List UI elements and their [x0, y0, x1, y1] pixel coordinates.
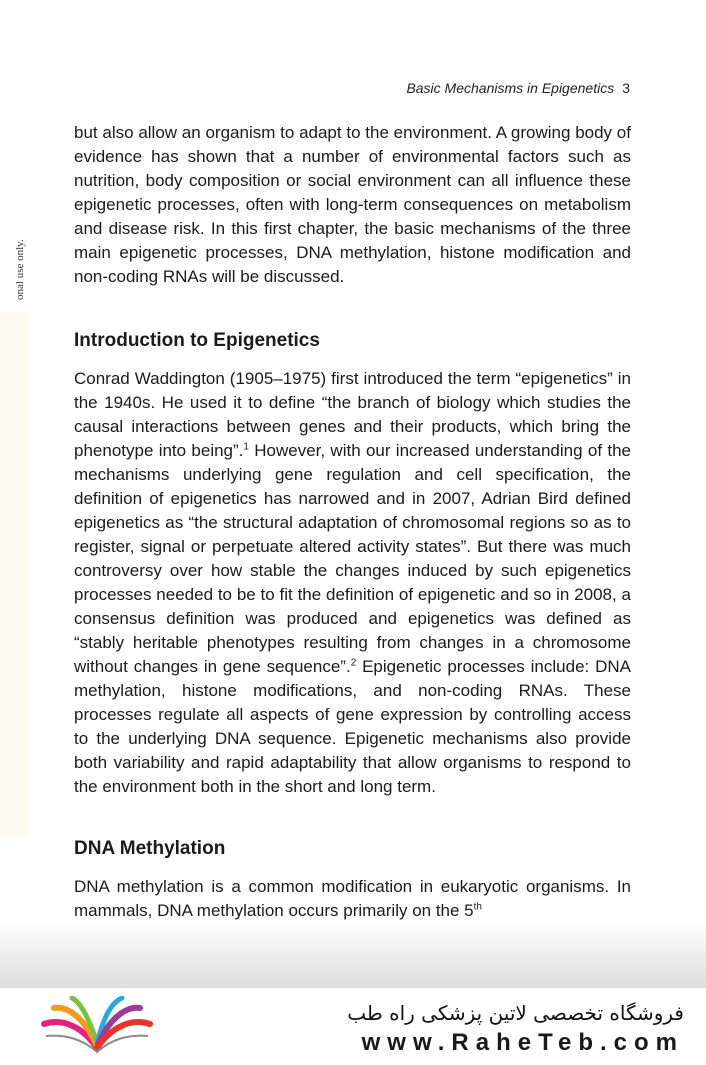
scan-fade-overlay: [0, 920, 706, 990]
page-number: 3: [622, 80, 630, 96]
section-heading-dna-methylation: DNA Methylation: [74, 838, 226, 859]
paragraph-text: However, with our increased understanding of the mechanisms underlying gene regulation and cell specification, the definition of epigenetics has narrowed and in 2007, Adrian Bird defined epigenetics as “the structural adaptation of chromosomal regions so as to register, signal or perpetuate altered activity states”. But there was much controversy over how stable the changes induced by such epigenetics processes needed to be to fit the definition of epigenetic and so in 2008, a consensus definition was produced and epigenetics was defined as “stably heritable phenotypes resulting from changes in a chromosome without changes in gene sequence”.: [74, 441, 631, 676]
paragraph-text: DNA methylation is a common modification in eukaryotic organisms. In mammals, DNA methylation occurs primarily on the 5: [74, 877, 631, 920]
paragraph-dna-methylation: [74, 875, 631, 923]
reference-1: 1: [243, 441, 249, 453]
paragraph-text: Conrad Waddington (1905–1975) first introduced the term “epigenetics” in the 1940s. He used it to define “the branch of biology which studies the causal interactions between genes and their products, which bring the phenotype into being”.: [74, 369, 631, 460]
margin-note: onal use only.: [14, 239, 26, 300]
running-head: [406, 80, 630, 96]
website-link[interactable]: www.RaheTeb.com: [361, 1029, 684, 1056]
footer-banner: [0, 988, 706, 1065]
superscript: th: [473, 901, 482, 913]
paragraph-waddington: [74, 367, 631, 799]
page-body: [74, 121, 631, 923]
reference-2: 2: [350, 657, 357, 669]
store-name: فروشگاه تخصصی لاتین پزشکی راه طب: [347, 1001, 684, 1025]
margin-strip: [0, 312, 30, 837]
paragraph-intro: but also allow an organism to adapt to the environment. A growing body of evidence has shown that a number of environmental factors such as nutrition, body composition or social environment can all influence these epigenetic processes, often with long-term consequences on metabolism and disease risk. In this first chapter, the basic mechanisms of the three main epigenetic processes, DNA methylation, histone modification and non-coding RNAs will be discussed.: [74, 123, 631, 286]
section-heading-introduction: Introduction to Epigenetics: [74, 330, 320, 351]
paragraph-text: Epigenetic processes include: DNA methylation, histone modifications, and non-coding RNAs. These processes regulate all aspects of gene expression by controlling access to the underlying DNA sequence. Epigenetic mechanisms also provide both variability and rapid adaptability that allow organisms to respond to the environment both in the short and long term.: [74, 657, 631, 796]
open-book-logo-icon: [38, 996, 156, 1054]
running-head-title: Basic Mechanisms in Epigenetics: [406, 80, 615, 96]
